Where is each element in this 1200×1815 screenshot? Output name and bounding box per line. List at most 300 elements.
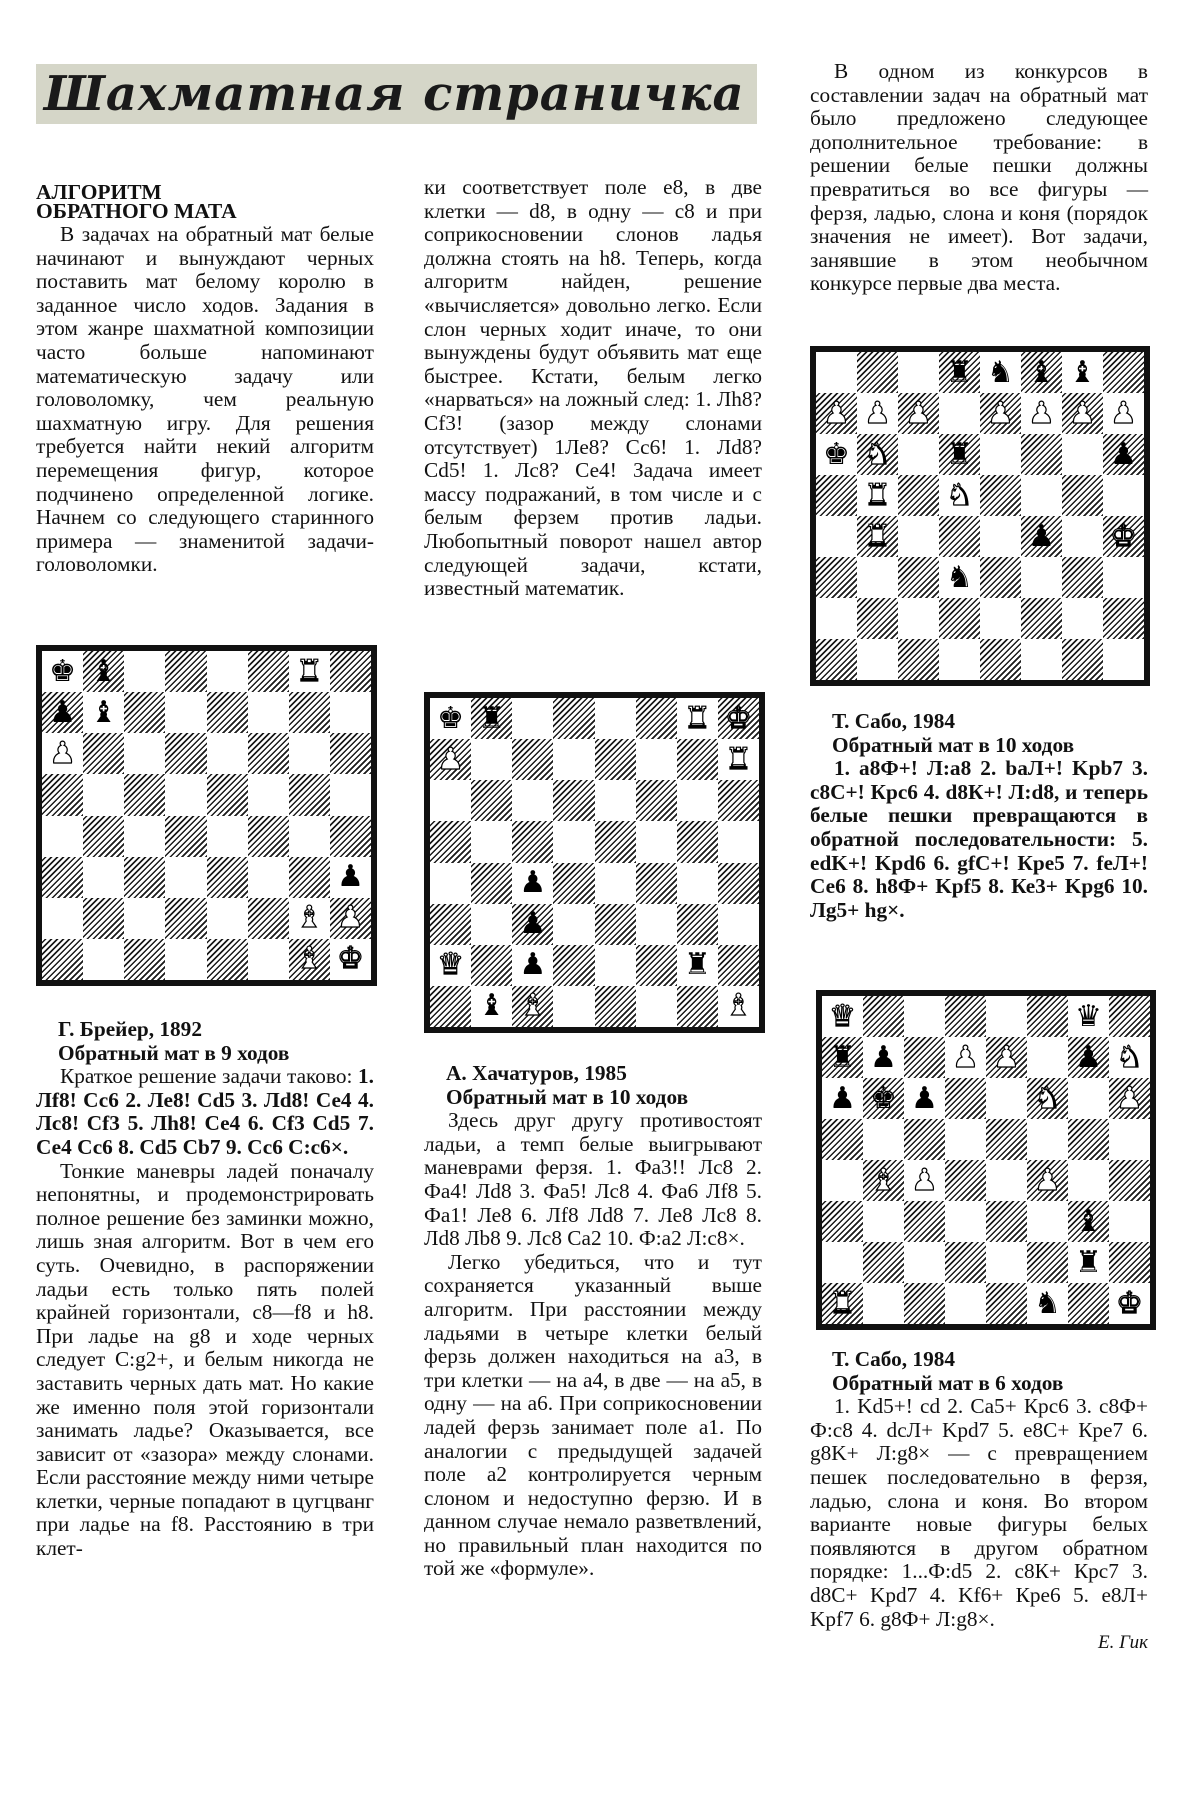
board-square: [718, 821, 759, 862]
board-square: [471, 945, 512, 986]
white-pawn-icon: ♟: [49, 735, 77, 771]
board-square: [124, 857, 165, 898]
board-square: [1109, 1037, 1150, 1078]
board-square: [1068, 1283, 1109, 1324]
board-square: [816, 352, 857, 393]
board-square: [289, 733, 330, 774]
black-rook-icon: ♜: [946, 436, 973, 472]
board-square: [822, 996, 863, 1037]
white-rook-icon: ♜: [864, 518, 891, 554]
black-bishop-icon: ♝: [478, 988, 506, 1024]
black-pawn-icon: ♟: [870, 1039, 897, 1075]
board-square: [553, 780, 594, 821]
board-square: [945, 1119, 986, 1160]
white-pawn-icon: ♟: [1116, 1080, 1143, 1116]
board-square: [330, 774, 371, 815]
board-square: [898, 434, 939, 475]
board-square: [980, 434, 1021, 475]
board-square: [553, 986, 594, 1027]
board-square: [1062, 639, 1103, 680]
board-square: [857, 393, 898, 434]
board-square: [939, 434, 980, 475]
board-square: [980, 352, 1021, 393]
board-square: [42, 651, 83, 692]
board-square: [636, 821, 677, 862]
board-square: [1021, 516, 1062, 557]
board-square: [904, 1078, 945, 1119]
board-square: [595, 986, 636, 1027]
board-square: [1021, 557, 1062, 598]
white-bishop-icon: ♝: [295, 900, 323, 936]
board-square: [1062, 516, 1103, 557]
chessboard-problem-1: [36, 645, 377, 986]
board-square: [904, 1160, 945, 1201]
board-square: [857, 434, 898, 475]
black-bishop-icon: ♝: [1028, 354, 1055, 390]
board-square: [986, 1037, 1027, 1078]
chessboard-problem-4: [816, 990, 1156, 1330]
problem4-solution: 1. Kd5+! cd 2. Са5+ Крс6 3. с8Ф+ Ф:с8 4. dcЛ+ Kpd7 5. е8С+ Кре7 6. g8K+ Л:g8× — с превращением пешек последовательно в ферзя, ладью, слона и коня. Во втором варианте новые фигуры белых появляются в другом обратном порядке: 1...Ф:d5 2. с8К+ Крс7 3. d8С+ Kpd7 4. Kf6+ Кре6 5. е8Л+ Kpf7 6. g8Ф+ Л:g8×.: [810, 1394, 1148, 1631]
board-square: [945, 996, 986, 1037]
board-square: [718, 945, 759, 986]
board-square: [863, 1119, 904, 1160]
board-square: [83, 816, 124, 857]
board-square: [471, 904, 512, 945]
board-square: [1021, 598, 1062, 639]
board-square: [165, 692, 206, 733]
board-square: [1027, 1242, 1068, 1283]
board-square: [248, 816, 289, 857]
board-square: [863, 1037, 904, 1078]
board-square: [636, 739, 677, 780]
board-square: [1109, 1283, 1150, 1324]
white-pawn-icon: ♟: [1028, 395, 1055, 431]
problem1-solution-moves: 1. Лf8! Сс6 2. Ле8! Cd5 3. Лd8! Се4 4. Лс8! Cf3 5. Лh8! Се4 6. Cf3 Cd5 7. Се4 Сс6 8. Cd5 Cb7 9. Сс6 С:с6×.: [36, 1064, 374, 1159]
board-square: [595, 780, 636, 821]
board-square: [430, 986, 471, 1027]
problem3-solution: 1. а8Ф+! Л:а8 2. baЛ+! Kpb7 3. с8С+! Крс6 4. d8К+! Л:d8, и теперь белые пешки превращаются в обратной последовательности: 5. edK+! Kpd6 6. gfC+! Кре5 7. feЛ+! Се6 8. h8Ф+ Kpf5 8. Ке3+ Kpg6 10. Лg5+ hg×.: [810, 756, 1148, 922]
board-square: [553, 698, 594, 739]
column-1: [36, 180, 374, 577]
board-square: [980, 393, 1021, 434]
board-square: [248, 898, 289, 939]
board-square: [248, 774, 289, 815]
board-square: [1027, 1037, 1068, 1078]
board-square: [207, 774, 248, 815]
board-square: [83, 898, 124, 939]
board-square: [1062, 598, 1103, 639]
board-square: [822, 1037, 863, 1078]
board-square: [822, 1201, 863, 1242]
board-square: [980, 557, 1021, 598]
board-square: [512, 986, 553, 1027]
board-square: [636, 904, 677, 945]
white-rook-icon: ♜: [724, 741, 752, 777]
board-square: [207, 733, 248, 774]
board-square: [471, 739, 512, 780]
column-2: [424, 176, 762, 601]
board-square: [822, 1078, 863, 1119]
white-king-icon: ♚: [336, 941, 364, 977]
board-square: [1027, 1119, 1068, 1160]
board-square: [1109, 1119, 1150, 1160]
board-square: [677, 863, 718, 904]
board-square: [822, 1242, 863, 1283]
board-square: [1068, 1037, 1109, 1078]
board-grid: [430, 698, 759, 1027]
board-square: [1103, 639, 1144, 680]
board-square: [980, 598, 1021, 639]
board-square: [980, 516, 1021, 557]
black-rook-icon: ♜: [829, 1039, 856, 1075]
black-rook-icon: ♜: [478, 700, 506, 736]
board-square: [945, 1037, 986, 1078]
board-square: [898, 475, 939, 516]
board-square: [124, 692, 165, 733]
column3-intro: В одном из конкурсов в составлении задач на обратный мат было предложено следующее дополнительное требование: в решении белые пешки должны превратиться во все фигуры — ферзя, ладью, слона и коня (порядок значения не имеет). Вот задачи, занявшие в этом необычном конкурсе первые два места.: [810, 59, 1148, 296]
board-square: [1062, 352, 1103, 393]
black-rook-icon: ♜: [683, 947, 711, 983]
white-knight-icon: ♞: [1034, 1080, 1061, 1116]
board-square: [986, 1078, 1027, 1119]
board-grid: [822, 996, 1150, 1324]
board-square: [822, 1160, 863, 1201]
board-square: [1109, 1201, 1150, 1242]
problem1-paragraph-continued: ки соответствует поле е8, в две клетки — d8, в одну — с8 и при соприкосновении слонов ладья должна стоять на h8. Теперь, когда алгоритм найден, решение «вычисляется» довольно легко. Если слон черных ходит иначе, то они вынуждены будут объявить мат еще быстрее. Кстати, белым легко «нарваться» на ложный след: 1. Лh8? Cf3! (зазор между слонами отсутствует) 1Ле8? Сс6! 1. Лd8? Cd5! 1. Лс8? Се4! Задача имеет массу подражаний, в том числе и с белым ферзем против ладьи. Любопытный поворот нашел автор следующей задачи, кстати, известный математик.: [424, 175, 762, 601]
board-square: [430, 698, 471, 739]
board-square: [857, 598, 898, 639]
black-bishop-icon: ♝: [1069, 354, 1096, 390]
board-square: [207, 692, 248, 733]
board-square: [1103, 475, 1144, 516]
board-square: [939, 557, 980, 598]
board-square: [898, 557, 939, 598]
white-rook-icon: ♜: [864, 477, 891, 513]
black-king-icon: ♚: [823, 436, 850, 472]
board-square: [816, 516, 857, 557]
board-square: [939, 639, 980, 680]
board-square: [207, 939, 248, 980]
board-square: [636, 780, 677, 821]
board-square: [945, 1242, 986, 1283]
board-square: [289, 898, 330, 939]
board-square: [636, 863, 677, 904]
board-square: [42, 733, 83, 774]
board-grid: [816, 352, 1144, 680]
board-square: [1103, 516, 1144, 557]
board-square: [289, 816, 330, 857]
white-king-icon: ♚: [724, 700, 752, 736]
board-square: [939, 598, 980, 639]
white-rook-icon: ♜: [829, 1285, 856, 1321]
board-square: [986, 1283, 1027, 1324]
board-square: [595, 739, 636, 780]
black-knight-icon: ♞: [987, 354, 1014, 390]
board-square: [822, 1119, 863, 1160]
white-bishop-icon: ♝: [519, 988, 547, 1024]
board-square: [1103, 557, 1144, 598]
board-square: [1103, 598, 1144, 639]
article-title-line2: ОБРАТНОГО МАТА: [36, 199, 237, 223]
board-square: [816, 475, 857, 516]
board-square: [1068, 1078, 1109, 1119]
board-square: [248, 857, 289, 898]
board-square: [512, 780, 553, 821]
board-square: [289, 857, 330, 898]
black-bishop-icon: ♝: [1075, 1203, 1102, 1239]
column-1-lower: [36, 1018, 374, 1561]
board-square: [1027, 1283, 1068, 1324]
board-square: [718, 904, 759, 945]
board-square: [1062, 434, 1103, 475]
board-square: [898, 393, 939, 434]
problem4-task: Обратный мат в 6 ходов: [832, 1370, 1064, 1395]
board-square: [595, 945, 636, 986]
white-pawn-icon: ♟: [911, 1162, 938, 1198]
board-square: [945, 1201, 986, 1242]
board-square: [980, 475, 1021, 516]
board-grid: [42, 651, 371, 980]
white-king-icon: ♚: [1110, 518, 1137, 554]
black-pawn-icon: ♟: [336, 859, 364, 895]
board-square: [471, 821, 512, 862]
board-square: [816, 393, 857, 434]
board-square: [165, 857, 206, 898]
board-square: [718, 863, 759, 904]
board-square: [83, 939, 124, 980]
chessboard-problem-3: [810, 346, 1150, 686]
board-square: [83, 651, 124, 692]
board-square: [248, 733, 289, 774]
black-queen-icon: ♛: [1075, 998, 1102, 1034]
board-square: [83, 857, 124, 898]
board-square: [83, 733, 124, 774]
board-square: [677, 698, 718, 739]
black-knight-icon: ♞: [1034, 1285, 1061, 1321]
board-square: [636, 698, 677, 739]
problem1-author: Г. Брейер, 1892: [58, 1017, 202, 1041]
board-square: [330, 816, 371, 857]
board-square: [512, 863, 553, 904]
board-square: [512, 945, 553, 986]
board-square: [248, 651, 289, 692]
board-square: [816, 598, 857, 639]
board-square: [986, 1119, 1027, 1160]
board-square: [553, 821, 594, 862]
white-knight-icon: ♞: [1116, 1039, 1143, 1075]
problem3-author: Т. Сабо, 1984: [832, 709, 956, 733]
board-square: [330, 898, 371, 939]
black-pawn-icon: ♟: [1075, 1039, 1102, 1075]
board-square: [980, 639, 1021, 680]
board-square: [863, 1283, 904, 1324]
board-square: [1021, 639, 1062, 680]
white-pawn-icon: ♟: [1034, 1162, 1061, 1198]
board-square: [898, 598, 939, 639]
board-square: [124, 898, 165, 939]
chessboard-problem-2: [424, 692, 765, 1033]
board-square: [248, 939, 289, 980]
board-square: [904, 996, 945, 1037]
white-pawn-icon: ♟: [987, 395, 1014, 431]
board-square: [430, 904, 471, 945]
board-square: [1103, 434, 1144, 475]
board-square: [1109, 1242, 1150, 1283]
board-square: [207, 816, 248, 857]
board-square: [939, 516, 980, 557]
problem2-solution: Здесь друг другу противостоят ладьи, а темп белые выигрывают маневрами ферзя. 1. Фа3!! Лс8 2. Фа4! Лd8 3. Фа5! Лс8 4. Фа6 Лf8 5. Фа1! Ле8 6. Лf8 Лd8 7. Ле8 Лс8 8. Лd8 Лb8 9. Лс8 Са2 10. Ф:а2 Л:с8×.: [424, 1108, 762, 1251]
board-square: [207, 898, 248, 939]
board-square: [248, 692, 289, 733]
board-square: [165, 816, 206, 857]
problem2-author: А. Хачатуров, 1985: [446, 1061, 627, 1085]
board-square: [595, 698, 636, 739]
board-square: [677, 986, 718, 1027]
article-intro: В задачах на обратный мат белые начинают и вынуждают черных поставить мат белому королю в заданное число ходов. Задания в этом жанре шахматной композиции часто больше напоминают математическую задачу или головоломку, чем реальную шахматную игру. Для решения требуется найти некий алгоритм перемещения фигур, которое подчинено определенной логике. Начнем со следующего старинного примера — знаменитой задачи-головоломки.: [36, 222, 374, 577]
white-pawn-icon: ♟: [952, 1039, 979, 1075]
board-square: [512, 904, 553, 945]
board-square: [1021, 434, 1062, 475]
board-square: [1068, 1119, 1109, 1160]
white-pawn-icon: ♟: [905, 395, 932, 431]
black-rook-icon: ♜: [1075, 1244, 1102, 1280]
board-square: [42, 857, 83, 898]
problem1-task: Обратный мат в 9 ходов: [58, 1040, 290, 1065]
board-square: [1027, 1201, 1068, 1242]
board-square: [904, 1201, 945, 1242]
board-square: [330, 651, 371, 692]
board-square: [718, 986, 759, 1027]
board-square: [857, 557, 898, 598]
black-king-icon: ♚: [49, 653, 77, 689]
white-pawn-icon: ♟: [1069, 395, 1096, 431]
board-square: [1068, 1160, 1109, 1201]
board-square: [863, 1078, 904, 1119]
board-square: [1027, 1160, 1068, 1201]
white-pawn-icon: ♟: [1110, 395, 1137, 431]
board-square: [718, 739, 759, 780]
board-square: [1021, 475, 1062, 516]
white-knight-icon: ♞: [946, 477, 973, 513]
board-square: [863, 1242, 904, 1283]
column-3: [810, 60, 1148, 296]
board-square: [124, 774, 165, 815]
board-square: [677, 904, 718, 945]
board-square: [677, 780, 718, 821]
board-square: [1068, 1242, 1109, 1283]
white-king-icon: ♚: [1116, 1285, 1143, 1321]
board-square: [904, 1037, 945, 1078]
board-square: [636, 945, 677, 986]
board-square: [677, 821, 718, 862]
white-pawn-icon: ♟: [437, 741, 465, 777]
board-square: [1109, 1078, 1150, 1119]
black-pawn-icon: ♟: [829, 1080, 856, 1116]
black-king-icon: ♚: [870, 1080, 897, 1116]
board-square: [289, 651, 330, 692]
board-square: [816, 639, 857, 680]
white-queen-icon: ♛: [437, 947, 465, 983]
board-square: [165, 774, 206, 815]
board-square: [904, 1119, 945, 1160]
black-pawn-icon: ♟: [911, 1080, 938, 1116]
white-bishop-icon: ♝: [295, 941, 323, 977]
black-pawn-icon: ♟: [49, 694, 77, 730]
board-square: [471, 986, 512, 1027]
board-square: [165, 733, 206, 774]
black-pawn-icon: ♟: [519, 947, 547, 983]
board-square: [83, 774, 124, 815]
section-banner: Шахматная страничка: [36, 64, 757, 124]
board-square: [330, 857, 371, 898]
board-square: [512, 698, 553, 739]
board-square: [945, 1283, 986, 1324]
black-bishop-icon: ♝: [90, 694, 118, 730]
board-square: [898, 516, 939, 557]
problem3-task: Обратный мат в 10 ходов: [832, 732, 1075, 757]
board-square: [1062, 393, 1103, 434]
board-square: [330, 939, 371, 980]
black-pawn-icon: ♟: [1110, 436, 1137, 472]
board-square: [857, 475, 898, 516]
board-square: [939, 393, 980, 434]
board-square: [471, 780, 512, 821]
board-square: [553, 904, 594, 945]
white-pawn-icon: ♟: [823, 395, 850, 431]
board-square: [471, 698, 512, 739]
board-square: [1068, 996, 1109, 1037]
board-square: [165, 939, 206, 980]
board-square: [430, 739, 471, 780]
board-square: [207, 651, 248, 692]
board-square: [595, 863, 636, 904]
column-3-lower: [810, 1348, 1148, 1655]
board-square: [512, 821, 553, 862]
board-square: [816, 434, 857, 475]
board-square: [1103, 393, 1144, 434]
board-square: [904, 1242, 945, 1283]
article-title-line1: АЛГОРИТМ: [36, 180, 162, 204]
board-square: [471, 863, 512, 904]
white-pawn-icon: ♟: [993, 1039, 1020, 1075]
board-square: [898, 352, 939, 393]
board-square: [83, 692, 124, 733]
board-square: [1109, 1160, 1150, 1201]
board-square: [289, 774, 330, 815]
black-pawn-icon: ♟: [1028, 518, 1055, 554]
white-bishop-icon: ♝: [870, 1162, 897, 1198]
board-square: [595, 904, 636, 945]
board-square: [1103, 352, 1144, 393]
board-square: [430, 863, 471, 904]
board-square: [289, 692, 330, 733]
board-square: [553, 739, 594, 780]
board-square: [945, 1078, 986, 1119]
board-square: [816, 557, 857, 598]
black-pawn-icon: ♟: [519, 906, 547, 942]
board-square: [898, 639, 939, 680]
board-square: [904, 1283, 945, 1324]
problem1-paragraph: Тонкие маневры ладей поначалу непонятны, и продемонстрировать полное решение без заминки можно, лишь зная алгоритм. Вот в чем его суть. Очевидно, в распоряжении ладьи есть только пять полей крайней горизонтали, с8—f8 и h8. При ладье на g8 и ходе черных следует С:g2+, и белым никогда не заставить черных дать мат. Но какие же именно поля этой горизонтали занимать ладье? Оказывается, все зависит от «зазора» между слонами. Если расстояние между ними четыре клетки, черные попадают в цугцванг при ладье на f8. Расстоянию в три клет-: [36, 1158, 374, 1561]
board-square: [822, 1283, 863, 1324]
board-square: [42, 939, 83, 980]
board-square: [986, 996, 1027, 1037]
board-square: [42, 692, 83, 733]
board-square: [1062, 557, 1103, 598]
board-square: [986, 1201, 1027, 1242]
black-bishop-icon: ♝: [90, 653, 118, 689]
board-square: [289, 939, 330, 980]
